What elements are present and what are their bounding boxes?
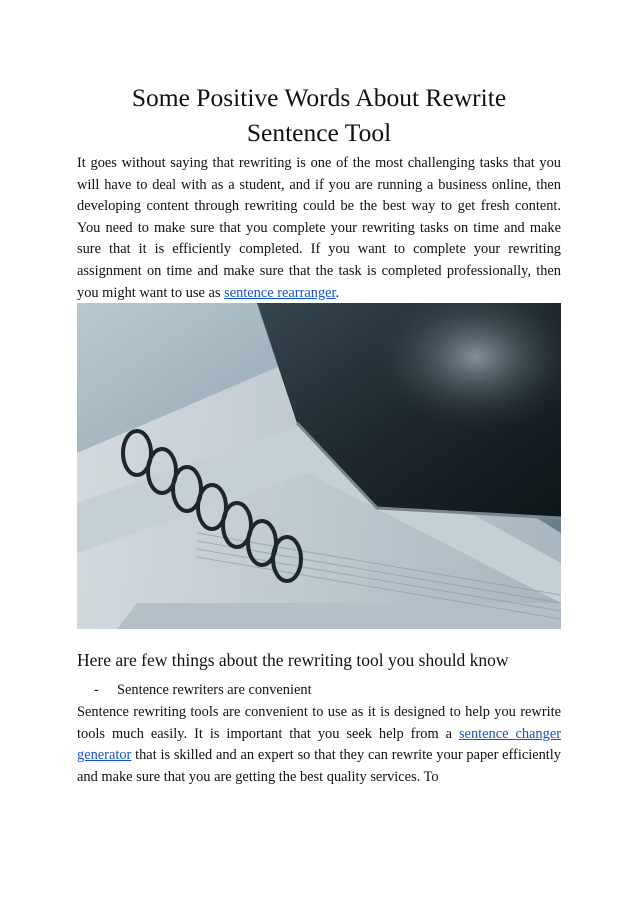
- sentence-rearranger-link[interactable]: sentence rearranger: [224, 284, 336, 301]
- body-text-2: that is skilled and an expert so that they can rewrite your paper efficiently and make sure that you are getting the best quality services. To: [77, 747, 561, 785]
- bullet-item: [94, 680, 312, 702]
- body-paragraph: [77, 702, 561, 788]
- section-subheading: Here are few things about the rewriting tool you should know: [77, 650, 509, 670]
- page-title: [77, 80, 561, 150]
- bullet-text: Sentence rewriters are convenient: [117, 682, 312, 698]
- sentence-changer-link[interactable]: sentence changer: [458, 725, 561, 742]
- intro-text: It goes without saying that rewriting is one of the most challenging tasks that you will have to deal with as a student, and if you are running a business online, then developing content through rewriting could be the best way to get fresh content. You need to make sure that you complete your rewriting tasks on time and make sure that it is efficiently completed. If you want to complete your rewriting assignment on time and make sure that the task is completed professionally, then you might want to use as: [77, 155, 561, 301]
- body-text-1: Sentence rewriting tools are convenient to use as it is designed to help you rewrite tools much easily. It is important that you seek help from a: [77, 704, 561, 742]
- intro-paragraph: [77, 153, 561, 304]
- generator-link[interactable]: generator: [77, 747, 132, 764]
- intro-end: .: [335, 284, 340, 301]
- title-line-1: Some Positive Words About Rewrite: [131, 83, 507, 112]
- notebook-and-tablet-photo: [77, 303, 561, 629]
- bullet-marker: -: [94, 682, 99, 698]
- title-line-2: Sentence Tool: [246, 118, 392, 147]
